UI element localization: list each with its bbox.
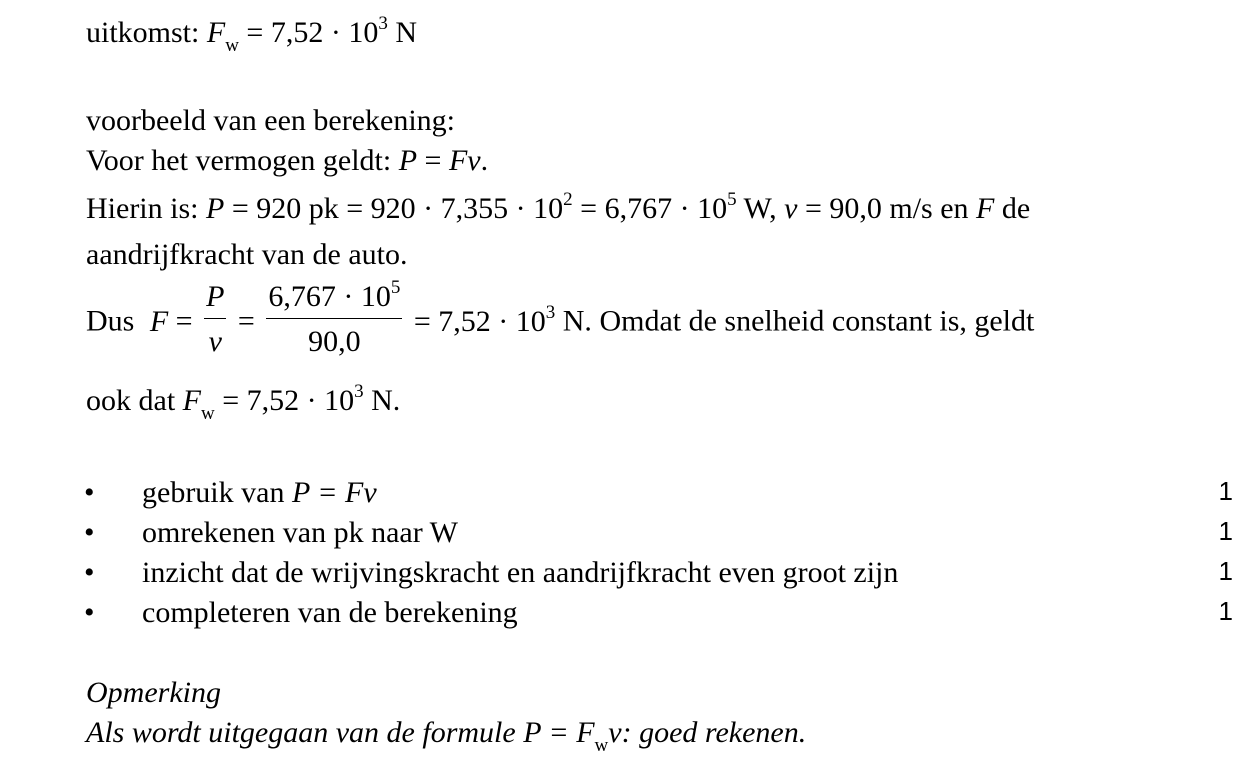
remark-after: : goed rekenen.	[621, 716, 807, 749]
uitkomst-sub: w	[225, 35, 239, 56]
dus-result	[413, 301, 556, 338]
criterion-text: inzicht dat de wrijvingskracht en aandrijfkracht even groot zijn	[142, 556, 899, 589]
frac1-numerator: P	[204, 282, 226, 319]
remark-formula-p: P = F	[523, 716, 595, 749]
frac2-numerator	[266, 277, 402, 319]
hierin-v-var: v	[784, 192, 798, 225]
hierin-en: en	[940, 192, 969, 225]
hierin-v-expr: = 90,0 m/s	[804, 192, 933, 225]
ookdat-unit: N.	[371, 384, 401, 417]
criterion-score: 1	[1218, 476, 1233, 506]
aandrijf-line: aandrijfkracht van de auto.	[86, 238, 408, 271]
fraction-p-over-v	[204, 282, 226, 357]
vermogen-line	[86, 146, 488, 176]
criterion-formula: P = Fv	[291, 476, 377, 509]
hierin-prefix: Hierin is:	[86, 192, 199, 225]
criterion-score: 1	[1218, 516, 1233, 546]
dus-eq2: =	[237, 304, 255, 338]
frac1-denominator: v	[208, 325, 222, 358]
uitkomst-exp: 3	[378, 13, 388, 34]
ookdat-sub: w	[200, 403, 215, 424]
ookdat-line	[86, 381, 401, 424]
frac2-denominator: 90,0	[308, 325, 361, 358]
remark-text	[86, 716, 807, 756]
criterion-item	[0, 556, 1239, 590]
ookdat-exp: 3	[354, 381, 364, 402]
vermogen-fv: Fv	[448, 144, 481, 177]
remark-formula-sub: w	[594, 735, 609, 756]
criterion-score: 1	[1218, 596, 1233, 626]
bullet: •	[84, 596, 95, 629]
vermogen-p: P	[398, 144, 418, 177]
hierin-p-expr2: = 6,767 · 10	[580, 192, 728, 225]
uitkomst-var: F	[206, 16, 226, 49]
uitkomst-unit: N	[395, 16, 418, 49]
remark-before: Als wordt uitgegaan van de formule	[86, 716, 516, 749]
dus-eq1: =	[175, 304, 193, 338]
hierin-de: de	[1001, 192, 1031, 225]
dus-f-var: F	[149, 304, 169, 338]
criterion-score: 1	[1218, 556, 1233, 586]
hierin-p-expr1: = 920 pk = 920 · 7,355 · 10	[231, 192, 564, 225]
dus-tail: Omdat de snelheid constant is, geldt	[599, 304, 1035, 338]
dus-word: Dus	[86, 304, 135, 338]
criterion-item	[0, 596, 1239, 630]
dus-unit: N.	[562, 304, 592, 338]
hierin-p-exp1: 2	[563, 189, 573, 210]
fraction-value	[266, 277, 402, 358]
frac2-num-text: 6,767 · 10	[268, 280, 391, 313]
remark-formula-v: v	[608, 716, 622, 749]
ookdat-value: = 7,52 · 10	[222, 384, 355, 417]
vermogen-text: Voor het vermogen geldt:	[86, 144, 392, 177]
vermogen-eq: =	[417, 144, 449, 177]
hierin-line	[86, 189, 1031, 225]
criterion-text	[142, 476, 377, 510]
dus-line	[86, 277, 1035, 359]
remark-title: Opmerking	[86, 676, 221, 709]
dus-result-text: = 7,52 · 10	[413, 304, 546, 338]
bullet: •	[84, 476, 95, 509]
hierin-p-unit: W,	[743, 192, 777, 225]
uitkomst-line	[86, 13, 418, 56]
bullet: •	[84, 556, 95, 589]
uitkomst-value: = 7,52 · 10	[246, 16, 379, 49]
hierin-p-var: P	[206, 192, 225, 225]
frac2-num-exp: 5	[390, 277, 401, 298]
ookdat-var: F	[182, 384, 201, 417]
hierin-p-exp2: 5	[727, 189, 737, 210]
example-heading: voorbeeld van een berekening:	[86, 104, 456, 137]
vermogen-end: .	[480, 144, 489, 177]
criterion-item	[0, 516, 1239, 550]
criterion-label: gebruik van	[142, 476, 285, 509]
criterion-text: omrekenen van pk naar W	[142, 516, 458, 549]
bullet: •	[84, 516, 95, 549]
uitkomst-label: uitkomst:	[86, 16, 200, 49]
remark-formula	[523, 716, 622, 756]
ookdat-prefix: ook dat	[86, 384, 176, 417]
dus-result-exp: 3	[545, 301, 556, 323]
criterion-item	[0, 476, 1239, 510]
criterion-text: completeren van de berekening	[142, 596, 518, 629]
hierin-f-var: F	[976, 192, 995, 225]
